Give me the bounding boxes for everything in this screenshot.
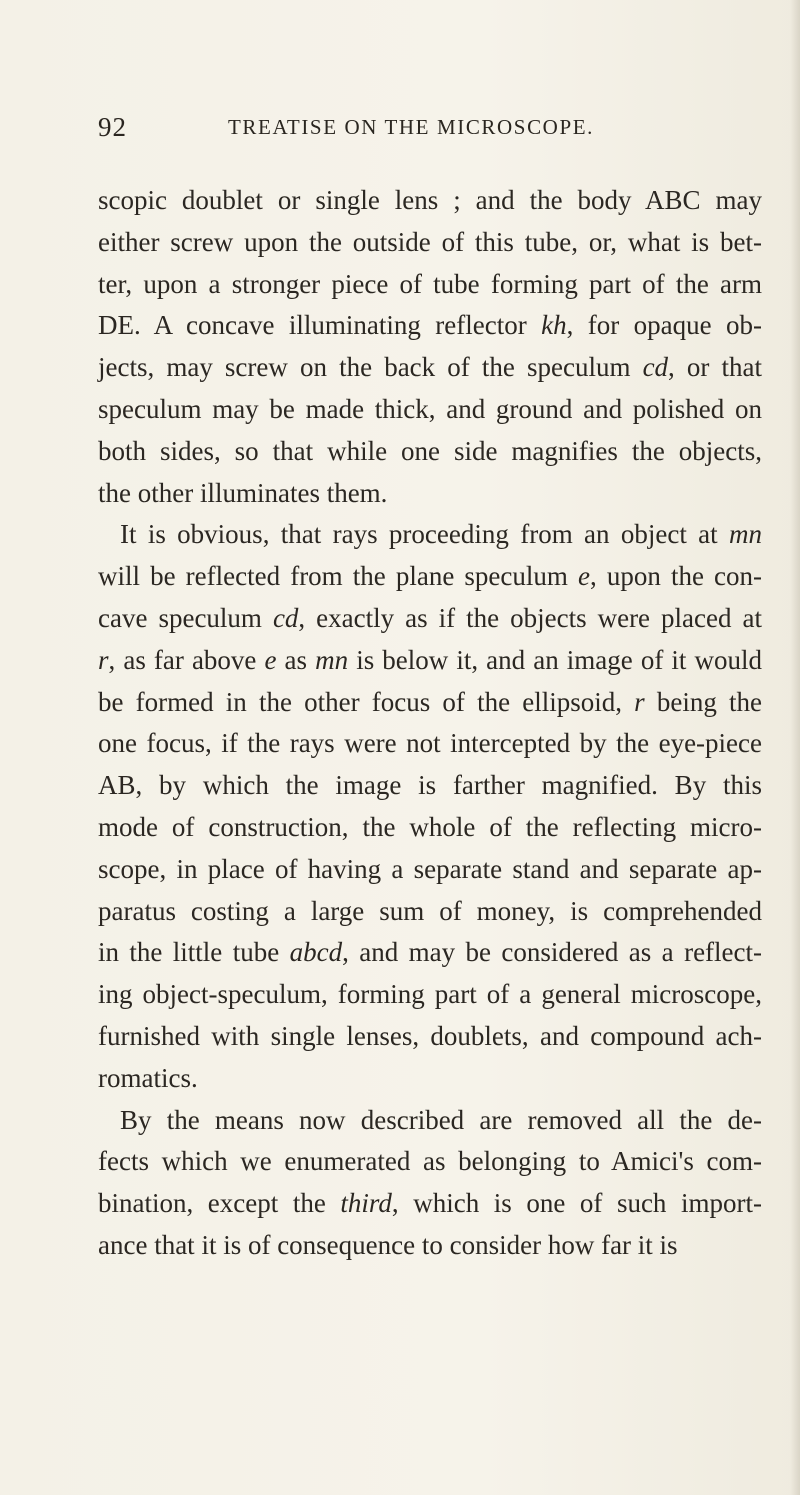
text-run: romatics. (98, 1062, 198, 1093)
text-line (98, 849, 762, 891)
text-run: scopic doublet or single lens ; and the body ABC may (98, 185, 762, 215)
italic-text: r (98, 644, 109, 675)
italic-text: mn (729, 519, 762, 550)
body-text (98, 180, 762, 1267)
text-line (98, 640, 762, 682)
text-line (98, 1183, 762, 1225)
text-line (98, 431, 762, 473)
text-run: fects which we enumerated as belonging to Amici's com- (98, 1146, 762, 1177)
text-run: will be reflected from the plane speculum (98, 561, 579, 592)
paragraph (98, 180, 762, 514)
text-line (98, 807, 762, 849)
text-run: as (276, 644, 316, 675)
text-run: ing object-speculum, forming part of a general microscope, (98, 979, 762, 1010)
text-line (98, 1058, 762, 1100)
italic-text: third (340, 1188, 392, 1219)
text-run: , for opaque ob- (566, 310, 762, 341)
text-line (98, 514, 762, 556)
text-run: , as far above (108, 644, 265, 675)
text-run: both sides, so that while one side magnifies the objects, (98, 435, 762, 466)
text-run: in the little tube (98, 937, 290, 968)
text-run: mode of construction, the whole of the reflecting micro- (98, 811, 762, 842)
text-run: , exactly as if the objects were placed at (298, 602, 762, 633)
text-line (98, 1100, 762, 1142)
text-line (98, 305, 762, 347)
text-run: , and may be considered as a reflect- (342, 937, 763, 968)
text-line (98, 723, 762, 765)
italic-text: e (578, 561, 590, 592)
text-run: is below it, and an image of it would (348, 644, 762, 675)
text-run: , which is one of such import- (391, 1188, 762, 1219)
italic-text: e (264, 644, 277, 675)
text-run: paratus costing a large sum of money, is comprehended (98, 895, 762, 926)
text-line (98, 389, 762, 431)
text-line (98, 222, 762, 264)
italic-text: abcd (289, 937, 343, 968)
text-run: scope, in place of having a separate stand and separate ap- (98, 853, 762, 884)
text-run: furnished with single lenses, doublets, and compound ach- (98, 1020, 762, 1051)
text-run: be formed in the other focus of the ellipsoid, (98, 686, 635, 717)
text-line (98, 891, 762, 933)
page-number: 92 (98, 112, 127, 142)
italic-text: kh (541, 310, 567, 341)
text-line (98, 1225, 762, 1267)
text-line (98, 556, 762, 598)
italic-text: cd (272, 602, 299, 633)
page-header (98, 112, 778, 146)
text-line (98, 974, 762, 1016)
text-line (98, 932, 762, 974)
running-head: TREATISE ON THE MICROSCOPE. (228, 115, 595, 139)
page-edge-shadow (790, 0, 800, 1495)
text-line (98, 347, 762, 389)
text-line (98, 180, 762, 222)
text-run: AB, by which the image is farther magnified. By this (98, 770, 762, 801)
text-run: jects, may screw on the back of the speculum (98, 352, 643, 383)
text-run: ance that it is of consequence to consider how far it is (98, 1229, 678, 1260)
italic-text: cd (642, 352, 669, 383)
text-run: either screw upon the outside of this tube, or, what is bet- (98, 226, 762, 257)
text-run: It is obvious, that rays proceeding from an object at (120, 519, 729, 550)
text-run: one focus, if the rays were not intercepted by the eye-piece (98, 728, 762, 759)
text-run: , or that (668, 352, 762, 383)
text-line (98, 1141, 762, 1183)
italic-text: mn (315, 644, 349, 675)
italic-text: r (634, 686, 645, 717)
text-run: By the means now described are removed all the de- (120, 1104, 762, 1135)
paragraph (98, 514, 762, 1099)
text-run: being the (644, 686, 762, 717)
text-run: speculum may be made thick, and ground and polished on (98, 393, 762, 424)
text-run: , upon the con- (590, 561, 763, 592)
text-run: ter, upon a stronger piece of tube forming part of the arm (98, 268, 762, 299)
text-run: the other illuminates them. (98, 477, 388, 508)
paragraph (98, 1100, 762, 1267)
text-line (98, 264, 762, 306)
text-line (98, 765, 762, 807)
text-run: cave speculum (98, 602, 273, 633)
text-run: bination, except the (98, 1188, 341, 1219)
text-line (98, 598, 762, 640)
text-run: DE. A concave illuminating reflector (98, 310, 542, 341)
text-line (98, 473, 762, 515)
text-line (98, 682, 762, 724)
text-line (98, 1016, 762, 1058)
